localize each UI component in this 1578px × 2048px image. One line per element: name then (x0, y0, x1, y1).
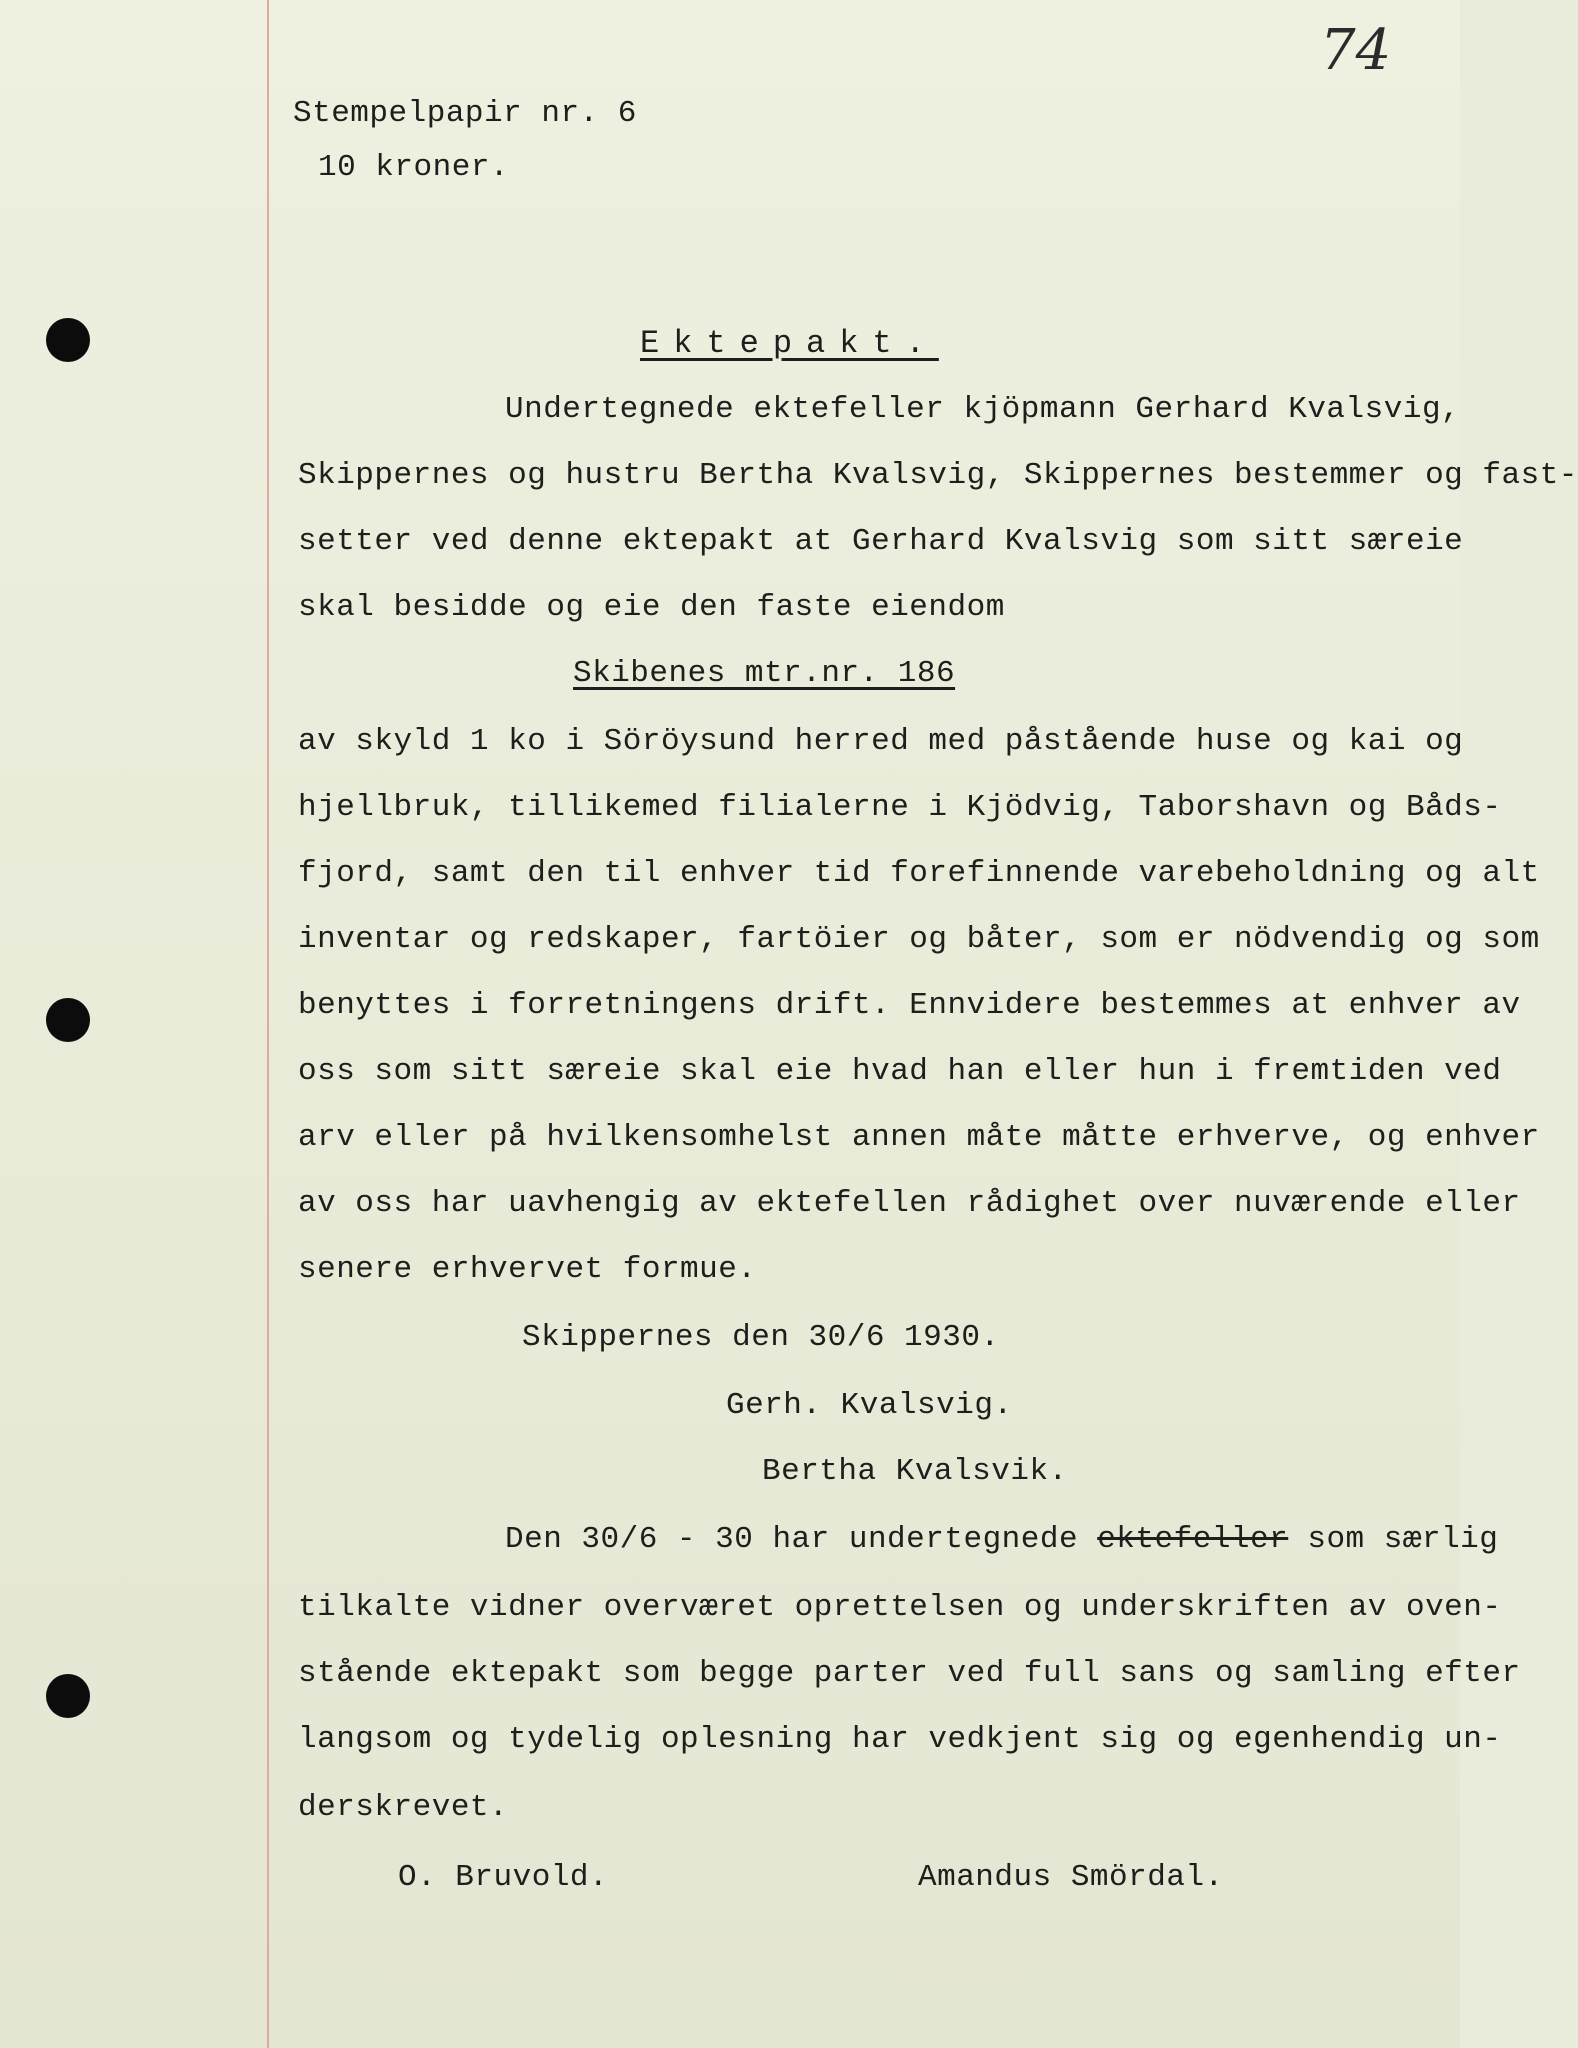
body-line: benyttes i forretningens drift. Ennvidere bestemmes at enhver av (298, 988, 1521, 1023)
witness-signature-right: Amandus Smördal. (918, 1860, 1224, 1895)
stamp-paper-label: Stempelpapir nr. 6 (293, 96, 637, 131)
witness-statement-end: som særlig (1307, 1522, 1499, 1557)
body-line: fjord, samt den til enhver tid forefinnende varebeholdning og alt (298, 856, 1540, 891)
body-line: arv eller på hvilkensomhelst annen måte måtte erhverve, og enhver (298, 1120, 1540, 1155)
witness-signature-left: O. Bruvold. (398, 1860, 609, 1895)
document-title: Ektepakt. (640, 325, 939, 362)
property-designation: Skibenes mtr.nr. 186 (573, 656, 956, 691)
punch-hole (46, 318, 90, 362)
signature-husband: Gerh. Kvalsvig. (726, 1388, 1013, 1423)
signature-wife: Bertha Kvalsvik. (762, 1454, 1068, 1489)
body-line: av oss har uavhengig av ektefellen rådighet over nuværende eller (298, 1186, 1521, 1221)
margin-line (267, 0, 269, 2048)
intro-line: setter ved denne ektepakt at Gerhard Kvalsvig som sitt særeie (298, 524, 1464, 559)
witness-statement-line: derskrevet. (298, 1790, 509, 1825)
body-line: oss som sitt særeie skal eie hvad han eller hun i fremtiden ved (298, 1054, 1502, 1089)
intro-line: skal besidde og eie den faste eiendom (298, 590, 1005, 625)
struck-word: ektefeller (1097, 1522, 1289, 1557)
punch-hole (46, 1674, 90, 1718)
body-line: av skyld 1 ko i Söröysund herred med påstående huse og kai og (298, 724, 1464, 759)
witness-statement-line: tilkalte vidner overværet oprettelsen og underskriften av oven- (298, 1590, 1502, 1625)
punch-hole (46, 998, 90, 1042)
stamp-paper-value: 10 kroner. (318, 150, 510, 185)
body-line: senere erhvervet formue. (298, 1252, 757, 1287)
body-line: hjellbruk, tillikemed filialerne i Kjödvig, Taborshavn og Båds- (298, 790, 1502, 825)
witness-statement-line (505, 1520, 1498, 1560)
witness-statement-start: Den 30/6 - 30 har undertegnede (505, 1522, 1079, 1557)
body-line: inventar og redskaper, fartöier og båter, som er nödvendig og som (298, 922, 1540, 957)
page-number: 74 (1320, 18, 1392, 83)
intro-line: Undertegnede ektefeller kjöpmann Gerhard Kvalsvig, (505, 392, 1461, 427)
date-place: Skippernes den 30/6 1930. (522, 1320, 1000, 1355)
intro-line: Skippernes og hustru Bertha Kvalsvig, Skippernes bestemmer og fast- (298, 458, 1578, 493)
witness-statement-line: langsom og tydelig oplesning har vedkjent sig og egenhendig un- (298, 1722, 1502, 1757)
witness-statement-line: stående ektepakt som begge parter ved full sans og samling efter (298, 1656, 1521, 1691)
